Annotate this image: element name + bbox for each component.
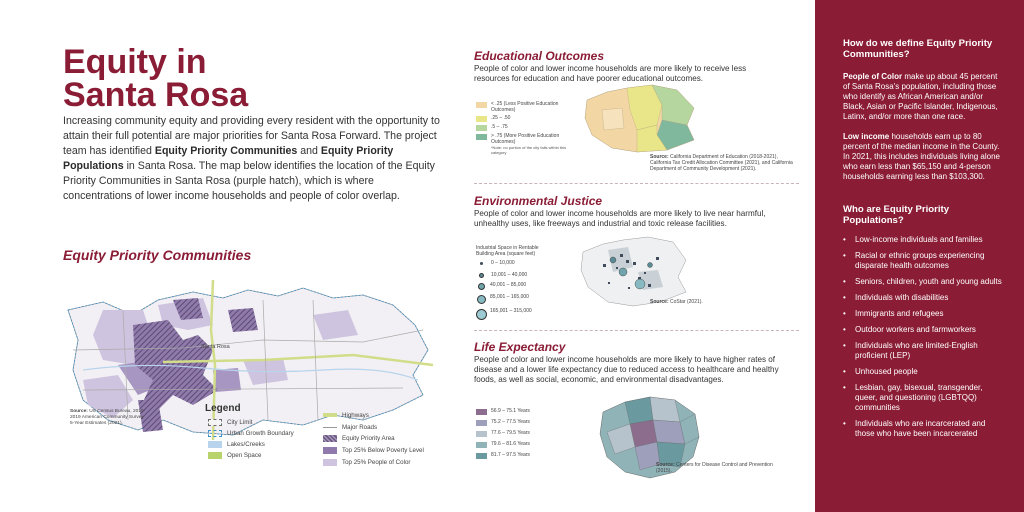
- map-place-label: Santa Rosa: [201, 344, 230, 350]
- legend-label: 81.7 – 97.5 Years: [491, 452, 530, 458]
- environment-source: [650, 299, 790, 305]
- legend-label: Top 25% People of Color: [342, 458, 411, 466]
- legend-label: 85,001 – 165,000: [490, 294, 529, 301]
- legend-swatch: [476, 116, 487, 122]
- legend-item-lakes: [208, 440, 265, 448]
- legend-swatch: [476, 453, 487, 459]
- map-title: Equity Priority Communities: [63, 247, 252, 263]
- highways-swatch: [323, 413, 337, 417]
- legend-label: 165,001 – 315,000: [490, 308, 532, 315]
- environment-legend: [476, 246, 576, 323]
- map-source: [70, 409, 148, 427]
- life-legend-item: [476, 420, 576, 426]
- legend-dot: [477, 295, 486, 304]
- education-legend: [476, 102, 576, 158]
- list-item: • Immigrants and refugees: [843, 309, 1006, 319]
- life-source: [656, 462, 786, 474]
- education-note: *Note: no portion of the city falls within this category: [491, 145, 567, 155]
- environment-legend-item: [476, 295, 576, 304]
- legend-label: Lakes/Creeks: [227, 440, 265, 448]
- legend-label: 0 – 10,000: [491, 260, 515, 267]
- legend-dot: [476, 309, 487, 320]
- legend-label: .25 – .50: [491, 115, 511, 122]
- legend-item-urban-growth: [208, 429, 294, 437]
- list-item: • Low-income individuals and families: [843, 235, 1006, 245]
- intro-text-2: and: [297, 145, 321, 157]
- populations-list: [843, 235, 1006, 439]
- legend-item-city-limit: [208, 418, 252, 426]
- education-text: People of color and lower income households are more likely to receive less resources for education and have poorer educational outcomes.: [474, 64, 747, 83]
- intro-bold-2: Equity Priority Populations: [63, 145, 394, 172]
- open-space-swatch: [208, 452, 222, 459]
- legend-label: City Limit: [227, 418, 253, 426]
- education-map: [582, 80, 697, 156]
- list-item: • Seniors, children, youth and young adults: [843, 277, 1006, 287]
- list-item: • Unhoused people: [843, 367, 1006, 377]
- legend-label: > .75 (More Positive Education Outcomes): [491, 133, 560, 145]
- legend-item-highways: [323, 411, 369, 419]
- title-line-2: Santa Rosa: [63, 76, 249, 114]
- legend-title: Legend: [205, 403, 241, 414]
- legend-item-people-of-color: [323, 458, 410, 466]
- page-title: [63, 43, 363, 114]
- legend-label: Equity Priority Area: [342, 434, 395, 442]
- list-item: • Racial or ethnic groups experiencing disparate health outcomes: [843, 251, 1006, 271]
- legend-label: 79.6 – 81.6 Years: [491, 441, 530, 447]
- legend-label: 77.6 – 79.5 Years: [491, 430, 530, 436]
- list-item: • Individuals who are incarcerated and those who have been incarcerated: [843, 419, 1006, 439]
- intro-text-3: in Santa Rosa. The map below identifies the location of the Equity Priority Communities in Santa Rosa (purple hatch), which is where concentrations of lower income households and people of color overlap.: [63, 160, 435, 202]
- legend-dot: [478, 283, 485, 290]
- education-source-text: California Department of Education (2018-2021), California Tax Credit Allocation Committee (2021), and California Department of Community Development (2021).: [650, 154, 793, 172]
- legend-label: Urban Growth Boundary: [227, 429, 294, 437]
- urban-growth-swatch: [208, 430, 222, 437]
- legend-label: 10,001 – 40,000: [491, 271, 528, 278]
- legend-swatch: [476, 420, 487, 426]
- education-legend-item: [476, 116, 576, 122]
- legend-label: .5 – .75: [491, 124, 508, 131]
- education-title: Educational Outcomes: [474, 49, 605, 63]
- education-source: [650, 154, 795, 172]
- life-source-label: Source:: [656, 462, 675, 468]
- section-divider: [474, 330, 799, 331]
- low-income-bold: Low income: [843, 132, 890, 141]
- education-legend-item: [476, 134, 576, 145]
- legend-label: < .25 (Less Positive Education Outcomes): [491, 101, 559, 113]
- section-divider: [474, 183, 799, 184]
- legend-label: 56.9 – 75.1 Years: [491, 408, 530, 414]
- education-legend-item: [476, 102, 576, 113]
- environment-legend-title: Industrial Space in Rentable Building Area (square feet): [476, 245, 539, 257]
- low-income-definition: [843, 132, 1006, 182]
- legend-swatch: [476, 431, 487, 437]
- major-roads-swatch: [323, 427, 337, 428]
- legend-label: Open Space: [227, 451, 262, 459]
- legend-label: Major Roads: [342, 423, 378, 431]
- life-text: People of color and lower income households are more likely to have higher rates of disease and a lower life expectancy due to reduced access to healthcare and healthy foods, as well as social, economic, and environmental disadvantages.: [474, 355, 779, 384]
- legend-item-equity-area: [323, 434, 395, 442]
- map-source-text: US Census Bureau, 2015-2019 American Community Survey 5-Year Estimates (2021).: [70, 409, 146, 426]
- equity-area-swatch: [323, 435, 337, 442]
- education-legend-item: [476, 125, 576, 131]
- legend-item-major-roads: [323, 423, 377, 431]
- legend-label: Top 25% Below Poverty Level: [342, 446, 424, 454]
- legend-label: Highways: [342, 411, 369, 419]
- lakes-swatch: [208, 441, 222, 448]
- environment-legend-item: [476, 273, 576, 279]
- legend-dot: [479, 273, 484, 278]
- life-source-text: Centers for Disease Control and Prevention (2015).: [656, 462, 773, 474]
- legend-label: 40,001 – 85,000: [490, 282, 527, 289]
- education-source-label: Source:: [650, 154, 669, 160]
- poverty-swatch: [323, 447, 337, 454]
- legend-swatch: [476, 409, 487, 415]
- map-source-label: Source:: [70, 409, 88, 414]
- definitions-sidebar: [815, 0, 1024, 512]
- legend-item-poverty: [323, 446, 424, 454]
- environment-legend-item: [476, 283, 576, 290]
- map-legend: [205, 403, 450, 503]
- environment-legend-item: [476, 309, 576, 320]
- list-item: • Individuals who are limited-English proficient (LEP): [843, 341, 1006, 361]
- intro-text-1: Increasing community equity and providing every resident with the opportunity to attain their full potential are major priorities for Santa Rosa Forward. The project team has identified: [63, 115, 440, 157]
- environment-text: People of color and lower income households are more likely to live near harmful, unhealthy uses, like freeways and industrial and toxic release facilities.: [474, 209, 766, 228]
- legend-swatch: [476, 102, 487, 108]
- legend-swatch: [476, 134, 487, 140]
- title-line-1: Equity in: [63, 43, 207, 81]
- sidebar-heading-populations: Who are Equity Priority Populations?: [843, 204, 950, 226]
- life-title: Life Expectancy: [474, 340, 566, 354]
- legend-dot: [480, 262, 483, 265]
- legend-item-open-space: [208, 451, 261, 459]
- intro-bold-1: Equity Priority Communities: [154, 145, 298, 157]
- low-income-text: households earn up to 80 percent of the median income in the County. In 2021, this includes individuals living alone who earn less than $65,150 and 4-person households earning less than $103,300.: [843, 132, 1000, 181]
- list-item: • Lesbian, gay, bisexual, transgender, queer, and questioning (LGBTQQ) communities: [843, 383, 1006, 413]
- people-of-color-definition: [843, 72, 1006, 122]
- list-item: • Individuals with disabilities: [843, 293, 1006, 303]
- environment-source-text: CoStar (2021).: [670, 299, 703, 305]
- life-legend: [476, 409, 576, 462]
- life-legend-item: [476, 442, 576, 448]
- life-legend-item: [476, 431, 576, 437]
- poc-bold: People of Color: [843, 72, 903, 81]
- intro-paragraph: [63, 114, 443, 204]
- life-legend-item: [476, 453, 576, 459]
- environment-legend-item: [476, 261, 576, 267]
- legend-label: 75.2 – 77.5 Years: [491, 419, 530, 425]
- poc-text: make up about 45 percent of Santa Rosa's population, including those who identify as African American and/or Black, Asian or Pacific Islander, Indigenous, Latinx, and/or more than one race.: [843, 72, 998, 121]
- life-legend-item: [476, 409, 576, 415]
- legend-swatch: [476, 442, 487, 448]
- city-limit-swatch: [208, 419, 222, 426]
- environment-source-label: Source:: [650, 299, 669, 305]
- sidebar-heading-communities: How do we define Equity Priority Communities?: [843, 38, 993, 60]
- people-of-color-swatch: [323, 459, 337, 466]
- list-item: • Outdoor workers and farmworkers: [843, 325, 1006, 335]
- environment-title: Environmental Justice: [474, 194, 603, 208]
- legend-swatch: [476, 125, 487, 131]
